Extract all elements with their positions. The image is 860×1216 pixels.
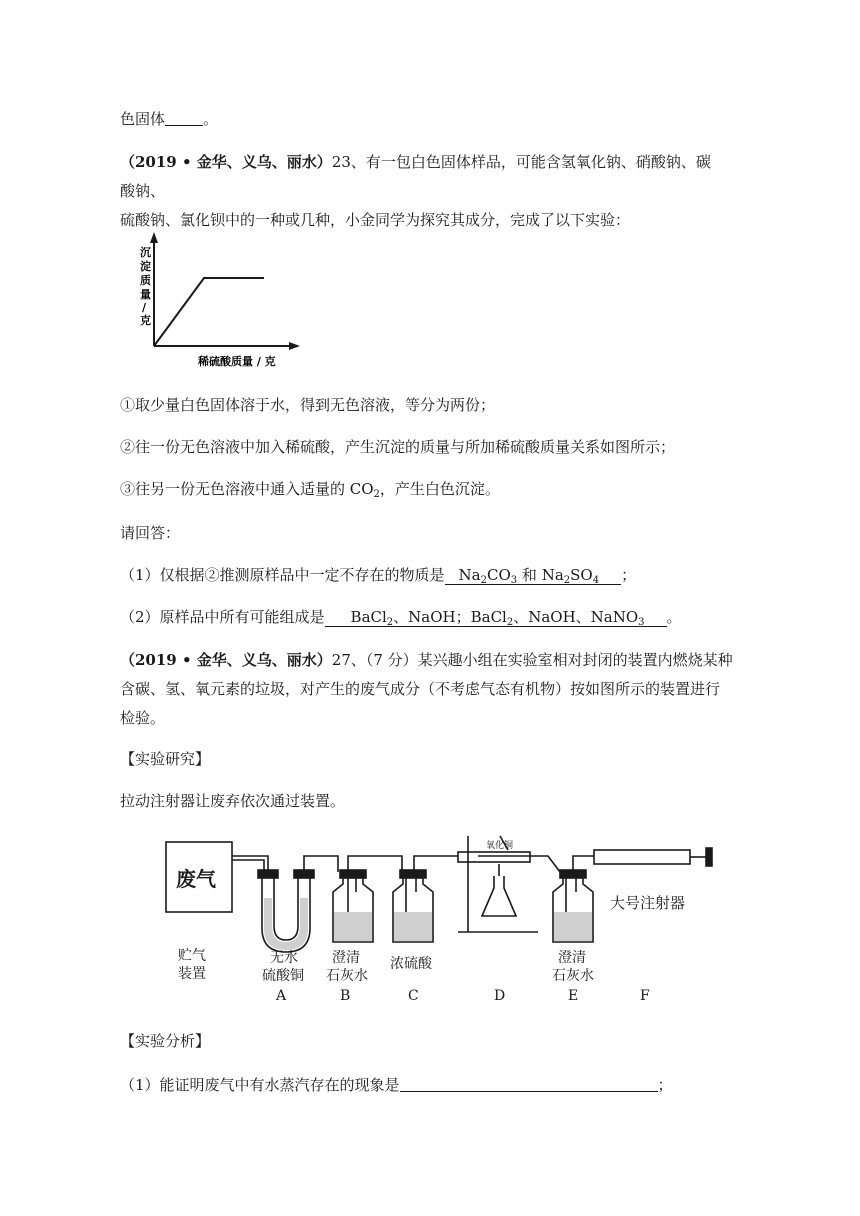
storage-label-2: 装置 <box>178 966 206 982</box>
answer1-label: （1）仅根据②推测原样品中一定不存在的物质是 <box>120 566 445 584</box>
q27-source: （2019 • 金华、义乌、丽水） <box>120 651 332 669</box>
sulfuric-acid-c <box>394 912 432 941</box>
y-label-char-4: 量 <box>140 288 151 301</box>
q23-answer1 <box>120 564 636 592</box>
q27-stem <box>120 646 740 733</box>
limewater-b <box>334 912 372 941</box>
section-experiment-analysis: 【实验分析】 <box>120 1032 211 1050</box>
c-label: 浓硫酸 <box>390 956 432 972</box>
q23-answer2 <box>120 606 682 634</box>
q23-line2: 硫酸钠、氯化钡中的一种或几种，小金同学为探究其成分，完成了以下实验： <box>120 211 631 229</box>
q27-question1 <box>120 1074 673 1096</box>
letter-c: C <box>408 988 419 1004</box>
step3-text-a: ③往另一份无色溶液中通入适量的 CO <box>120 480 374 498</box>
a-label-1: 无水 <box>270 950 298 966</box>
letter-d: D <box>494 988 506 1004</box>
punctuation: 。 <box>203 110 219 128</box>
b-label-2: 石灰水 <box>326 968 368 984</box>
cuso4-a <box>264 898 308 950</box>
punctuation: ； <box>621 566 637 584</box>
y-label-char-2: 淀 <box>140 260 151 273</box>
e-label-2: 石灰水 <box>552 968 594 984</box>
b-label-1: 澄清 <box>332 950 360 966</box>
subscript: 2 <box>373 489 380 500</box>
precipitate-graph <box>134 228 304 370</box>
x-axis-label: 稀硫酸质量 / 克 <box>198 355 276 368</box>
punctuation: 。 <box>666 608 682 626</box>
y-label-char-1: 沉 <box>140 246 151 259</box>
answer-blank[interactable] <box>400 1077 658 1092</box>
question1-label: （1）能证明废气中有水蒸汽存在的现象是 <box>120 1076 400 1094</box>
q23-step3 <box>120 478 500 506</box>
answer2-label: （2）原样品中所有可能组成是 <box>120 608 325 626</box>
q23-step1: ①取少量白色固体溶于水，得到无色溶液，等分为两份； <box>120 396 496 414</box>
letter-e: E <box>568 988 579 1004</box>
step3-text-b: ，产生白色沉淀。 <box>379 480 500 498</box>
y-label-char-6: 克 <box>140 314 151 327</box>
answer1-fill[interactable]: $Na_2CO_3$ 和 $Na_2SO_4$ <box>445 566 622 585</box>
answer-blank[interactable] <box>165 111 203 126</box>
q27-instruction: 拉动注射器让废弃依次通过装置。 <box>120 792 346 810</box>
q27-line1: 27、（7 分）某兴趣小组在实验室相对封闭的装置内燃烧某种 <box>331 651 733 669</box>
q23-step2: ②往一份无色溶液中加入稀硫酸，产生沉淀的质量与所加稀硫酸质量关系如图所示； <box>120 438 676 456</box>
y-label-char-5: / <box>142 301 147 314</box>
letter-b: B <box>340 988 351 1004</box>
section-experiment-research: 【实验研究】 <box>120 750 211 768</box>
storage-box-label: 废气 <box>176 867 216 891</box>
letter-f: F <box>640 988 650 1004</box>
letter-a: A <box>276 988 287 1004</box>
cuo-label: 氧化铜 <box>486 841 514 851</box>
a-label-2: 硫酸铜 <box>262 968 304 984</box>
x-axis-arrow <box>289 342 300 350</box>
q27-line3: 检验。 <box>120 709 166 727</box>
q27-line2: 含碳、氢、氧元素的垃圾，对产生的废气成分（不考虑气态有机物）按如图所示的装置进行 <box>120 680 721 698</box>
limewater-e <box>554 912 592 941</box>
prev-answer-text: 色固体 <box>120 110 166 128</box>
q23-line1: 23、有一包白色固体样品，可能含氢氧化钠、硝酸钠、碳酸钠、 <box>120 153 711 200</box>
precipitate-curve <box>154 278 264 346</box>
y-axis-arrow <box>150 232 158 243</box>
answer2-fill[interactable]: BaCl$_2$、NaOH；BaCl$_2$、NaOH、NaNO$_3$ <box>325 608 667 627</box>
q23-stem <box>120 148 720 235</box>
e-label-1: 澄清 <box>558 950 586 966</box>
syringe-label: 大号注射器 <box>610 894 686 912</box>
q23-ask: 请回答： <box>120 524 181 542</box>
apparatus-diagram <box>158 832 718 1008</box>
punctuation: ； <box>657 1076 673 1094</box>
q23-source: （2019 • 金华、义乌、丽水） <box>120 153 332 171</box>
prev-answer-line <box>120 108 218 130</box>
storage-label-1: 贮气 <box>178 948 206 964</box>
y-label-char-3: 质 <box>140 274 151 287</box>
